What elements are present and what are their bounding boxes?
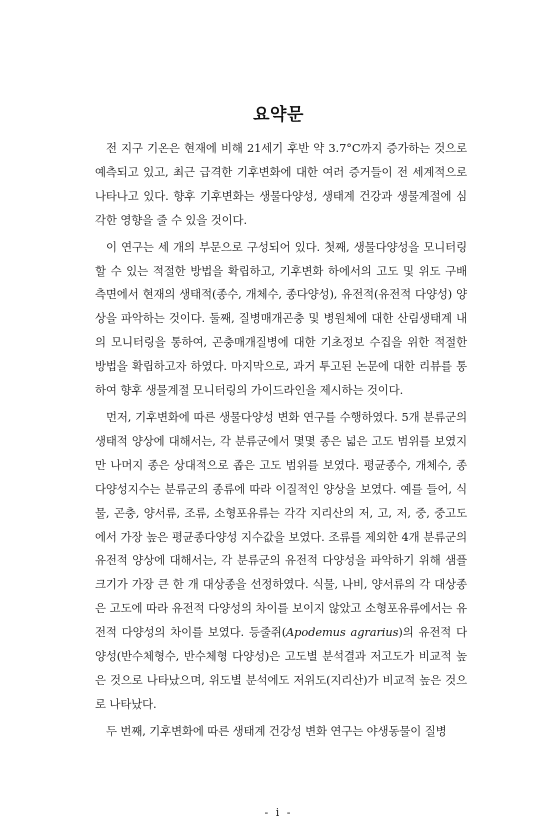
page-number: - i - bbox=[264, 806, 293, 819]
paragraph-1: 전 지구 기온은 현재에 비해 21세기 후반 약 3.7°C까지 증가하는 것으로 예측되고 있고, 최근 급격한 기후변화에 대한 여러 증거들이 전 세계적으로 나타나고 있다. 향후 기후변화는 생물다양성, 생태계 건강과 생물계절에 심각한 영향을 줄 수 있을 것이다. bbox=[95, 141, 467, 227]
paragraph-4: 두 번째, 기후변화에 따른 생태계 건강성 변화 연구는 야생동물이 질병 bbox=[106, 723, 447, 738]
paragraph-3-tail: 의 유전적 다양성(반수체형수, 반수체형 다양성)은 고도별 분석결과 저고도가 비교적 높은 것으로 나타났으며, 위도별 분석에도 저위도(지리산)가 비교적 높은 것으로 나타났다. bbox=[95, 625, 468, 711]
species-latin-name: Apodemus agrarius bbox=[286, 625, 399, 640]
paragraph-3: 먼저, 기후변화에 따른 생물다양성 변화 연구를 수행하였다. 5개 분류군의 생태적 양상에 대해서는, 각 분류군에서 몇몇 종은 넓은 고도 범위를 보였지만 나머지 종은 상대적으로 좁은 고도 범위를 보였다. 평균종수, 개체수, 종다양성지수는 분류군의 종류에 따라 이질적인 양상을 보였다. 예를 들어, 식물, 곤충, 양서류, 조류, 소형포유류는 각각 지리산의 저, 고, 저, 중, 중고도에서 가장 높은 평균종다양성 지수값을 보였다. 조류를 제외한 4개 분류군의 유전적 양상에 대해서는, 각 분류군의 유전적 다양성을 파악하기 위해 샘플 크기가 가장 큰 한 개 대상종을 선정하였다. 식물, 나비, 양서류의 각 대상종은 고도에 따라 유전적 다양성의 차이를 보이지 않았고 소형포유류에서는 유전적 다양성의 차이를 보였다. 등줄쥐(Apodemus agrarius)의 유전적 다양성(반수체형수, 반수체형 다양성)은 고도별 분석결과 저고도가 비교적 높은 것으로 나타났으며, 위도별 분석에도 저위도(지리산)가 비교적 높은 것으로 나타났다. bbox=[95, 409, 468, 711]
summary-body bbox=[95, 137, 467, 747]
paragraph-2: 이 연구는 세 개의 부문으로 구성되어 있다. 첫째, 생물다양성을 모니터링할 수 있는 적절한 방법을 확립하고, 기후변화 하에서의 고도 및 위도 구배 측면에서 현재의 생태적(종수, 개체수, 종다양성), 유전적(유전적 다양성) 양상을 파악하는 것이다. 둘째, 질병매개곤충 및 병원체에 대한 산림생태계 내의 모니터링을 통하여, 곤충매개질병에 대한 기초정보 수집을 위한 적절한 방법을 확립하고자 하였다. 마지막으로, 과거 투고된 논문에 대한 리뷰를 통하여 향후 생물계절 모니터링의 가이드라인을 제시하는 것이다. bbox=[95, 239, 467, 398]
page-title: 요약문 bbox=[253, 105, 304, 125]
paragraph-3-text: 먼저, 기후변화에 따른 생물다양성 변화 연구를 수행하였다. 5개 분류군의 생태적 양상에 대해서는, 각 분류군에서 몇몇 종은 넓은 고도 범위를 보였지만 나머지 종은 상대적으로 좁은 고도 범위를 보였다. 평균종수, 개체수, 종다양성지수는 분류군의 종류에 따라 이질적인 양상을 보였다. 예를 들어, 식물, 곤충, 양서류, 조류, 소형포유류는 각각 지리산의 저, 고, 저, 중, 중고도에서 가장 높은 평균종다양성 지수값을 보였다. 조류를 제외한 4개 분류군의 유전적 양상에 대해서는, 각 분류군의 유전적 다양성을 파악하기 위해 샘플 크기가 가장 큰 한 개 대상종을 선정하였다. 식물, 나비, 양서류의 각 대상종은 고도에 따라 유전적 다양성의 차이를 보이지 않았고 소형포유류에서는 유전적 다양성의 차이를 보였다. 등줄쥐 bbox=[95, 409, 467, 640]
